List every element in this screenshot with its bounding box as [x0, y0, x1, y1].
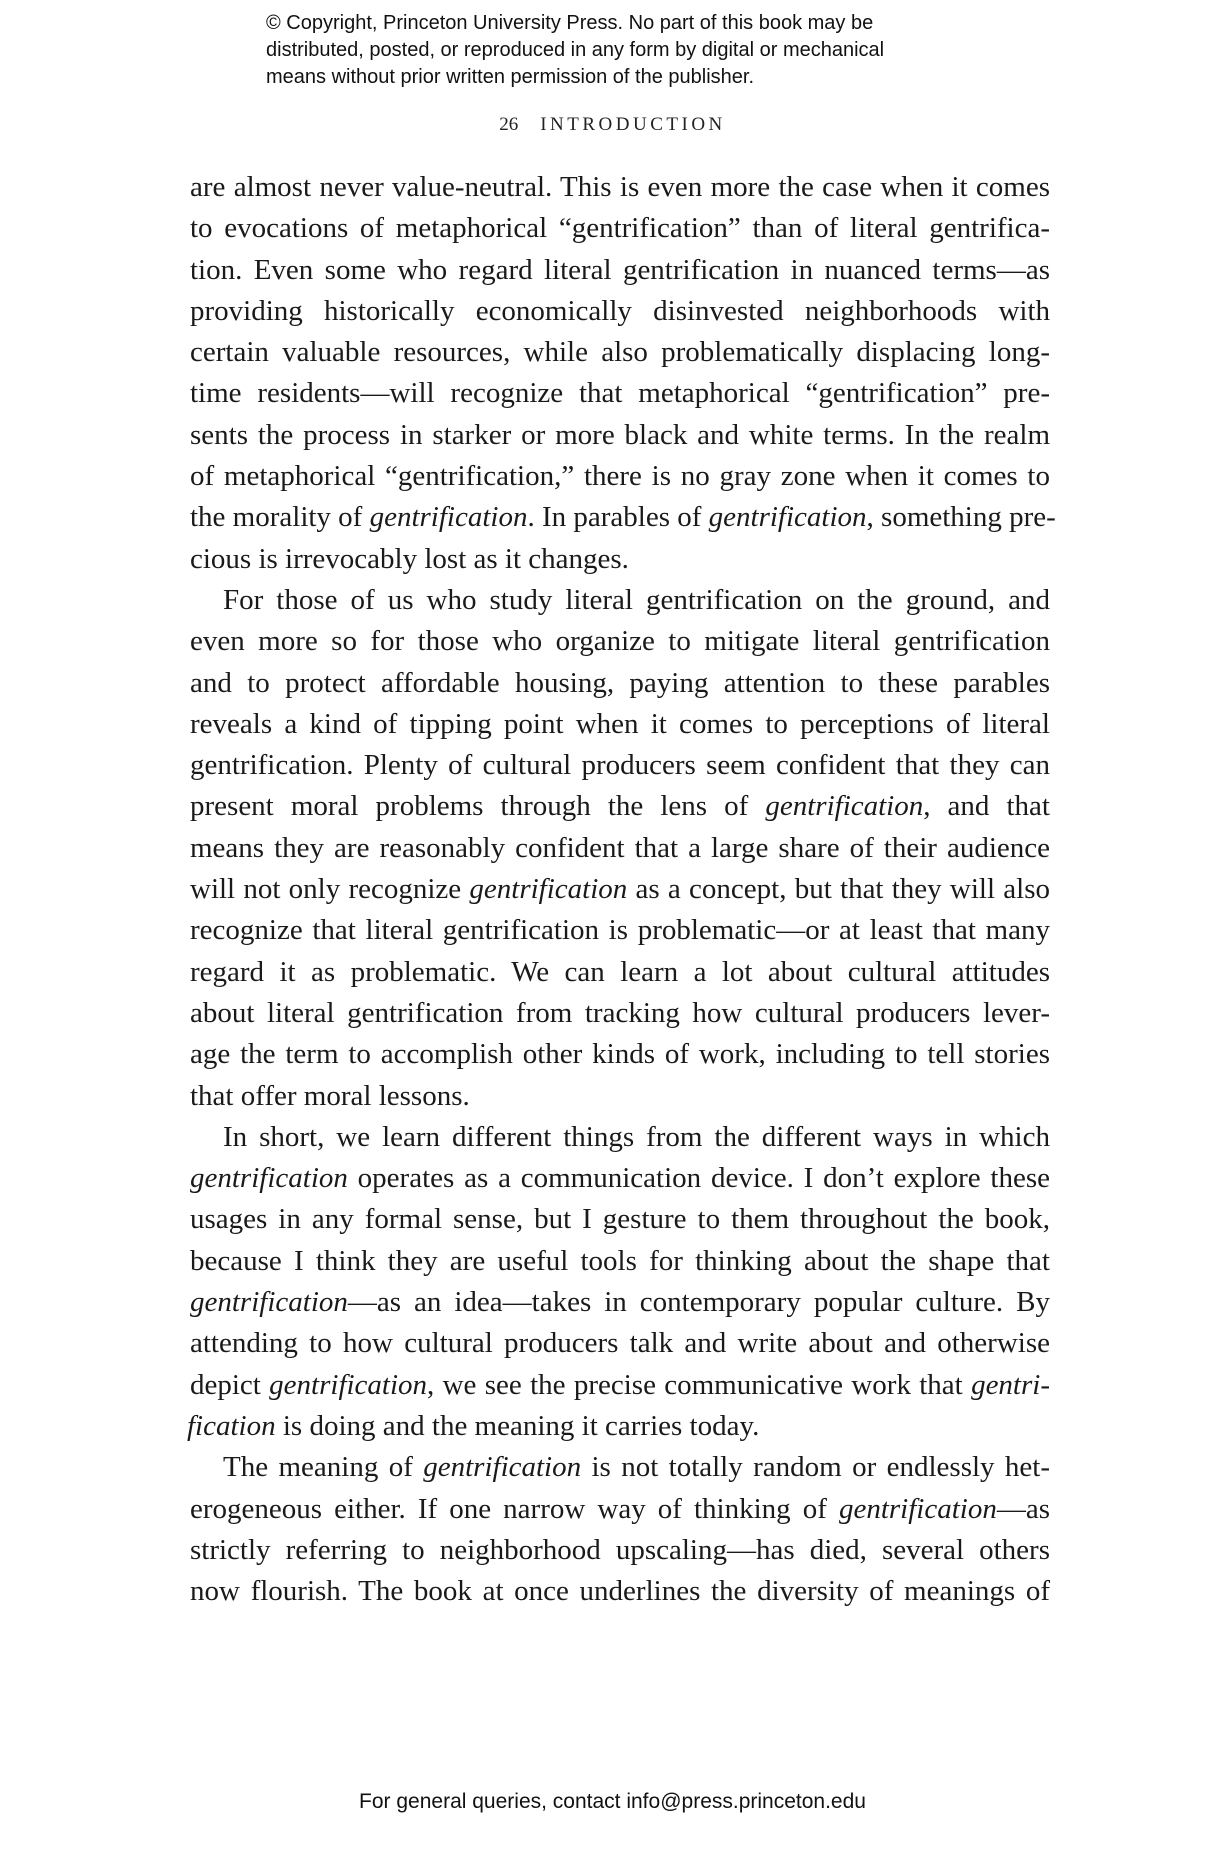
copyright-line: © Copyright, Princeton University Press. No part of this book may be	[266, 12, 874, 34]
text-line	[190, 910, 1050, 951]
text-line	[190, 1199, 1050, 1240]
running-head	[0, 114, 1225, 136]
text-segment: sents the process in starker or more black and white terms. In the realm	[190, 418, 1050, 451]
text-line	[190, 1117, 1050, 1158]
italic-term: gentrification	[708, 501, 867, 534]
text-segment: the morality of	[190, 501, 370, 534]
text-segment: , something pre-	[866, 501, 1056, 534]
text-segment: certain valuable resources, while also problematically displacing long-	[190, 336, 1050, 369]
text-segment: reveals a kind of tipping point when it comes to perceptions of literal	[190, 707, 1050, 740]
text-line	[190, 415, 1050, 456]
text-line	[190, 497, 1056, 538]
text-line	[190, 580, 1050, 621]
italic-term: gentri-	[971, 1368, 1050, 1401]
text-segment: as a concept, but that they will also	[627, 873, 1050, 906]
text-segment: The meaning of	[223, 1451, 424, 1484]
text-line	[190, 291, 1050, 332]
text-line	[190, 869, 1050, 910]
italic-term: gentrification	[765, 790, 924, 823]
text-segment: strictly referring to neighborhood upscaling—has died, several others	[190, 1533, 1050, 1566]
text-line	[190, 1241, 1050, 1282]
text-segment: operates as a communication device. I don’t explore these	[347, 1162, 1050, 1195]
italic-term: gentrification	[838, 1492, 997, 1525]
text-segment: present moral problems through the lens of	[190, 790, 766, 823]
text-segment: , and that	[923, 790, 1050, 823]
text-segment: attending to how cultural producers talk and write about and otherwise	[190, 1327, 1050, 1360]
text-line	[190, 208, 1050, 249]
text-segment: means they are reasonably confident that a large share of their audience	[190, 831, 1050, 864]
text-line	[190, 1158, 1050, 1199]
text-line	[190, 1076, 1050, 1117]
text-line	[190, 704, 1050, 745]
text-line	[190, 539, 1050, 580]
text-line	[190, 250, 1050, 291]
text-segment: —as	[996, 1492, 1050, 1525]
text-line	[190, 828, 1050, 869]
italic-term: gentrification	[469, 873, 628, 906]
text-segment: even more so for those who organize to mitigate literal gentrification	[190, 625, 1050, 658]
text-segment: cious is irrevocably lost as it changes.	[190, 542, 629, 575]
text-segment: to evocations of metaphorical “gentrification” than of literal gentrifica-	[190, 212, 1050, 245]
text-segment: is not totally random or endlessly het-	[581, 1451, 1050, 1484]
italic-term: gentrification	[369, 501, 528, 534]
text-line	[190, 1489, 1050, 1530]
text-segment: of metaphorical “gentrification,” there is no gray zone when it comes to	[190, 460, 1050, 493]
text-segment: now flourish. The book at once underlines the diversity of meanings of	[190, 1575, 1050, 1608]
italic-term: gentrification	[190, 1162, 348, 1195]
text-line	[190, 1365, 1050, 1406]
italic-term: gentrification	[423, 1451, 582, 1484]
text-line	[190, 786, 1050, 827]
copyright-notice	[266, 10, 1006, 91]
text-line	[190, 1530, 1050, 1571]
text-segment: —as an idea—takes in contemporary popular culture. By	[347, 1286, 1050, 1319]
text-segment: recognize that literal gentrification is problematic—or at least that many	[190, 914, 1050, 947]
text-segment: . In parables of	[527, 501, 709, 534]
text-segment: providing historically economically disinvested neighborhoods with	[190, 294, 1050, 327]
text-segment: is doing and the meaning it carries today.	[275, 1409, 760, 1442]
text-line	[190, 1571, 1050, 1612]
text-segment: are almost never value-neutral. This is even more the case when it comes	[190, 171, 1050, 203]
text-segment: In short, we learn different things from the different ways in which	[223, 1120, 1050, 1153]
text-segment: , we see the precise communicative work that	[427, 1368, 972, 1401]
text-segment: that offer moral lessons.	[190, 1079, 470, 1112]
chapter-title: INTRODUCTION	[540, 114, 726, 135]
text-line	[190, 1447, 1050, 1488]
text-line	[190, 167, 1050, 208]
italic-term: fication	[187, 1409, 276, 1442]
text-segment: For those of us who study literal gentrification on the ground, and	[223, 583, 1050, 616]
text-line	[190, 332, 1050, 373]
italic-term: gentrification	[269, 1368, 428, 1401]
text-line	[190, 663, 1050, 704]
text-segment: age the term to accomplish other kinds of work, including to tell stories	[190, 1038, 1050, 1071]
italic-term: gentrification	[190, 1286, 348, 1319]
text-segment: tion. Even some who regard literal gentrification in nuanced terms—as	[190, 253, 1050, 286]
text-segment: about literal gentrification from tracking how cultural producers lever-	[190, 996, 1050, 1029]
page-number: 26	[499, 114, 519, 135]
text-line	[190, 456, 1050, 497]
text-line	[187, 1406, 1050, 1447]
copyright-line: means without prior written permission of the publisher.	[266, 66, 755, 88]
text-line	[190, 373, 1050, 414]
text-line	[190, 1323, 1050, 1364]
footer-contact: For general queries, contact info@press.princeton.edu	[359, 1790, 866, 1813]
text-segment: time residents—will recognize that metaphorical “gentrification” pre-	[190, 377, 1050, 410]
text-line	[190, 1034, 1050, 1075]
text-segment: usages in any formal sense, but I gesture to them throughout the book,	[190, 1203, 1050, 1236]
text-line	[190, 745, 1050, 786]
text-segment: gentrification. Plenty of cultural producers seem confident that they can	[190, 749, 1050, 782]
text-segment: regard it as problematic. We can learn a lot about cultural attitudes	[190, 955, 1050, 988]
text-segment: will not only recognize	[190, 873, 470, 906]
body-text	[187, 167, 1056, 1612]
copyright-line: distributed, posted, or reproduced in any form by digital or mechanical	[266, 39, 885, 61]
text-line	[190, 952, 1050, 993]
text-segment: because I think they are useful tools for thinking about the shape that	[190, 1244, 1050, 1277]
text-segment: and to protect affordable housing, paying attention to these parables	[190, 666, 1050, 699]
text-segment: erogeneous either. If one narrow way of thinking of	[190, 1492, 839, 1525]
text-segment: depict	[190, 1368, 270, 1401]
text-line	[190, 993, 1050, 1034]
text-line	[190, 621, 1050, 662]
text-line	[190, 1282, 1050, 1323]
